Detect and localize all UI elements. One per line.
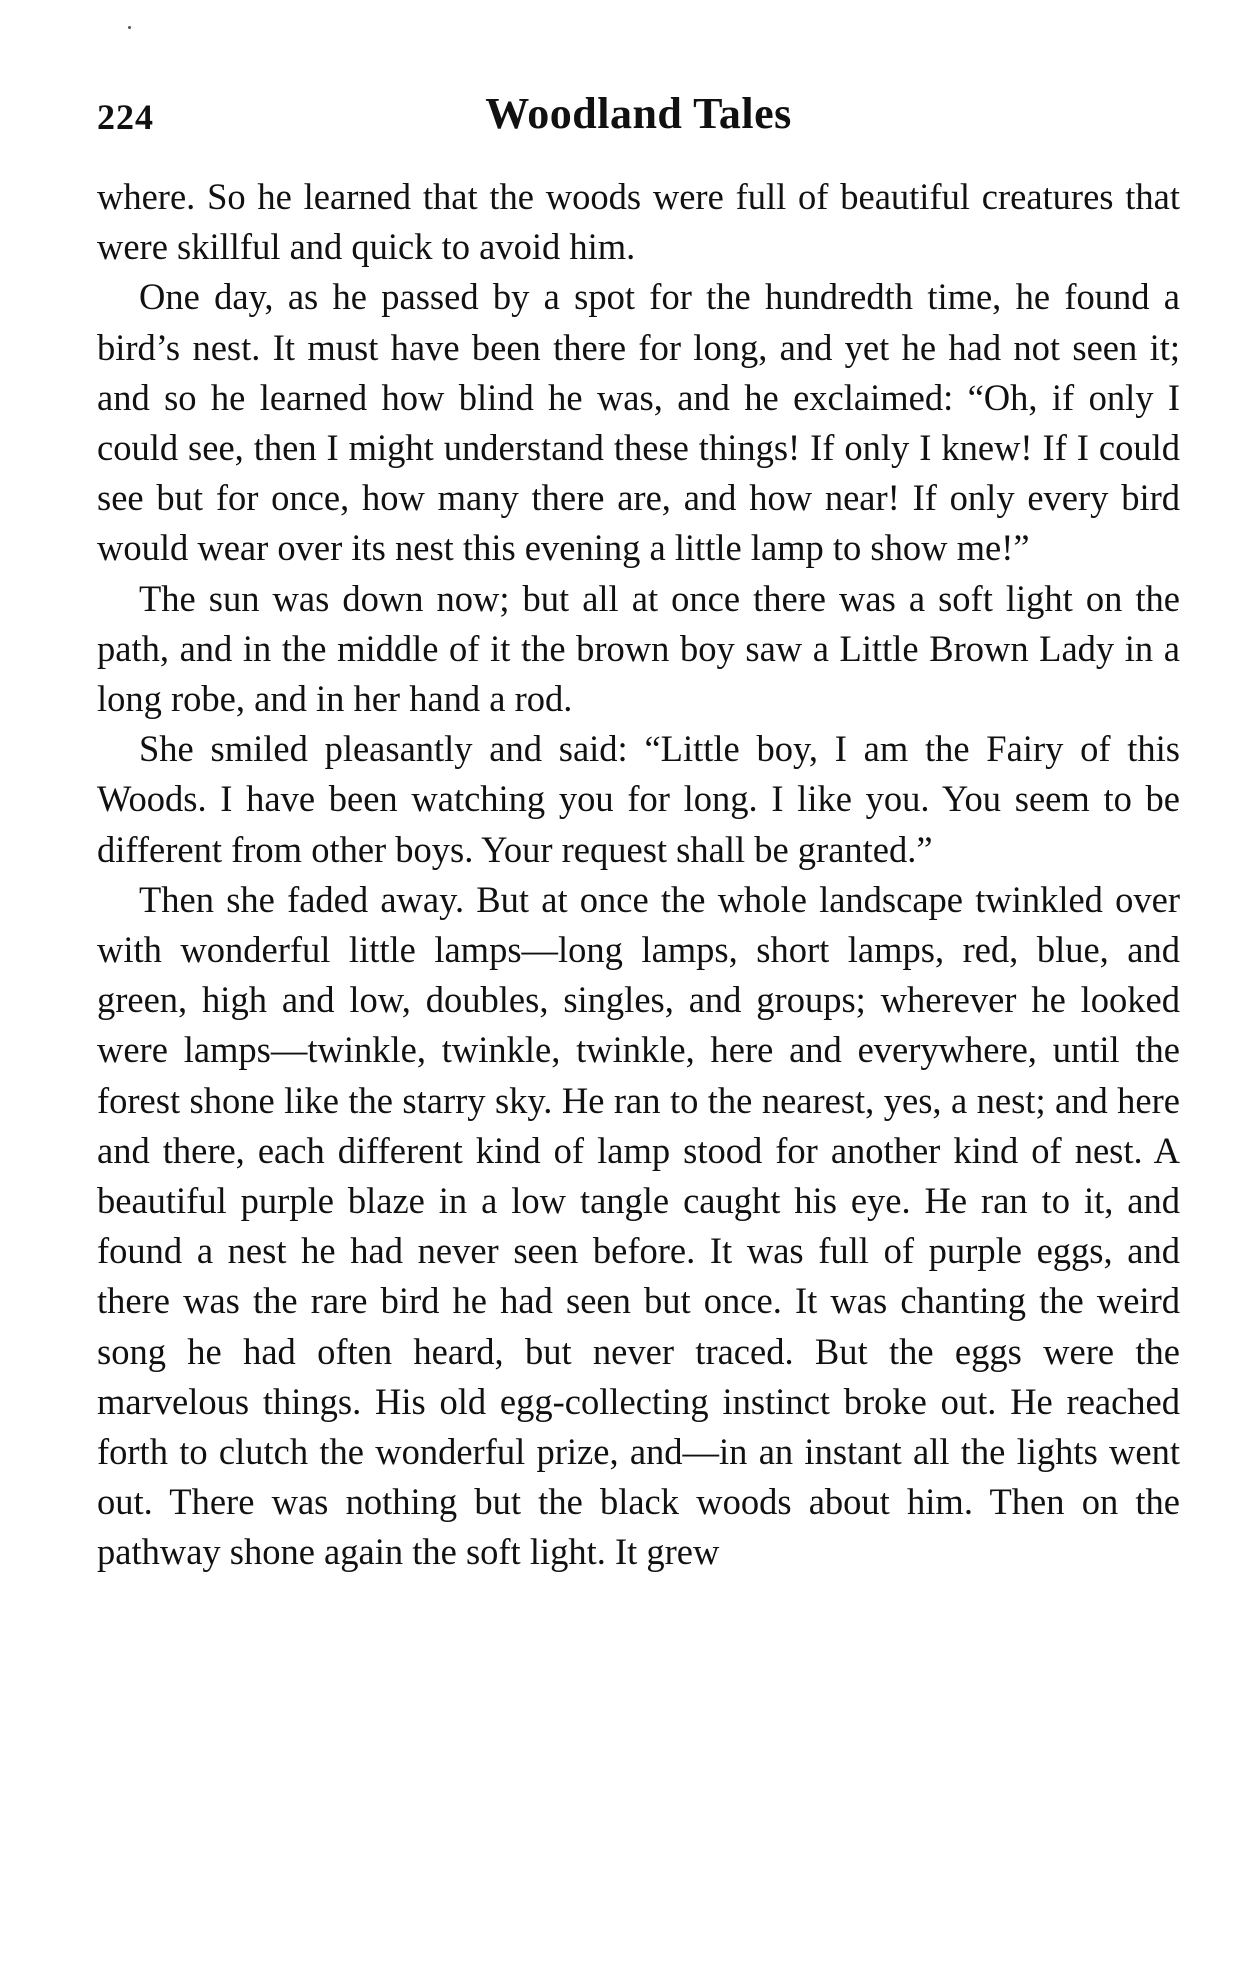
stray-ink-mark (128, 26, 131, 29)
page-header (97, 88, 1180, 148)
body-text (97, 172, 1180, 1578)
paragraph-4: She smiled pleasantly and said: “Little boy, I am the Fairy of this Woods. I have been watching you for long. I like you. You seem to be different from other boys. Your request shall be granted.” (97, 728, 1180, 870)
running-title: Woodland Tales (485, 89, 792, 138)
paragraph-5: Then she faded away. But at once the whole landscape twinkled over with wonderful little lamps—long lamps, short lamps, red, blue, and green, high and low, doubles, singles, and groups; wherever he looked were lamps—twinkle, twinkle, twinkle, here and everywhere, until the forest shone like the starry sky. He ran to the nearest, yes, a nest; and here and there, each different kind of lamp stood for another kind of nest. A beautiful purple blaze in a low tangle caught his eye. He ran to it, and found a nest he had never seen before. It was full of purple eggs, and there was the rare bird he had seen but once. It was chanting the weird song he had often heard, but never traced. But the eggs were the marvelous things. His old egg-collecting instinct broke out. He reached forth to clutch the wonderful prize, and—in an instant all the lights went out. There was nothing but the black woods about him. Then on the pathway shone again the soft light. It grew (97, 878, 1180, 1573)
page-number: 224 (97, 97, 154, 137)
paragraph-2: One day, as he passed by a spot for the hundredth time, he found a bird’s nest. It must have been there for long, and yet he had not seen it; and so he learned how blind he was, and he exclaimed: “Oh, if only I could see, then I might understand these things! If only I knew! If I could see but for once, how many there are, and how near! If only every bird would wear over its nest this evening a little lamp to show me!” (97, 276, 1180, 569)
paragraph-1: where. So he learned that the woods were full of beautiful creatures that were skillful and quick to avoid him. (97, 176, 1180, 268)
paragraph-3: The sun was down now; but all at once there was a soft light on the path, and in the middle of it the brown boy saw a Little Brown Lady in a long robe, and in her hand a rod. (97, 577, 1180, 720)
